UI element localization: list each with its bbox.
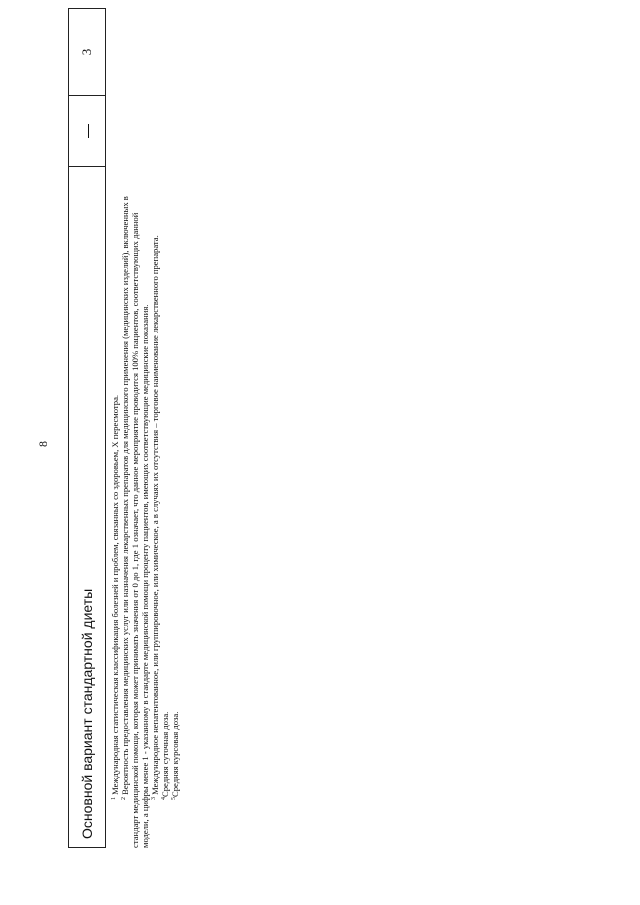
footnote-5 [170,10,180,800]
diet-table [68,8,106,848]
footnote-3 [150,10,160,800]
footnote-text: Средняя курсовая доза. [170,711,180,797]
footnote-text: Международная статистическая классификация болезней и проблем, связанных со здоровьем, X пересмотра. [110,394,120,795]
footnote-text: Средняя суточная доза. [160,711,170,797]
footnote-4 [160,10,170,800]
rotated-content [60,8,190,848]
footnote-mark: 3 [151,797,157,800]
footnote-mark: 5 [171,797,177,800]
footnote-2-cont [140,10,150,848]
footnote-1 [110,10,120,800]
footnote-text: Международное непатентованное, или группировочное, или химическое, а в случаях их отсутствия – торговое наименование лекарственного препарата. [150,235,160,795]
footnote-2-cont [130,10,140,848]
footnote-2 [120,10,130,800]
page-number: 8 [36,441,50,447]
footnote-text: Вероятность предоставления медицинских услуг или назначения лекарственных препаратов для медицинского применения (медицинских изделий), включенных в [120,196,130,795]
table-row [69,9,106,848]
mid-cell [69,96,106,167]
footnote-mark: 2 [121,797,127,800]
footnotes [110,10,180,848]
footnote-mark: 4 [161,797,167,800]
footnote-text: модели, а цифры менее 1 - указанному в стандарте медицинской помощи проценту пациентов, имеющих соответствующие медицинские показания. [140,304,150,848]
diet-name-cell: Основной вариант стандартной диеты [69,167,106,848]
dash-mark [88,124,89,138]
footnote-mark: 1 [111,797,117,800]
footnote-text: стандарт медицинской помощи, которая может принимать значения от 0 до 1, где 1 означает, что данное мероприятие проводится 100% пациентов, соответствующих данной [130,212,140,848]
last-cell: 3 [69,9,106,96]
